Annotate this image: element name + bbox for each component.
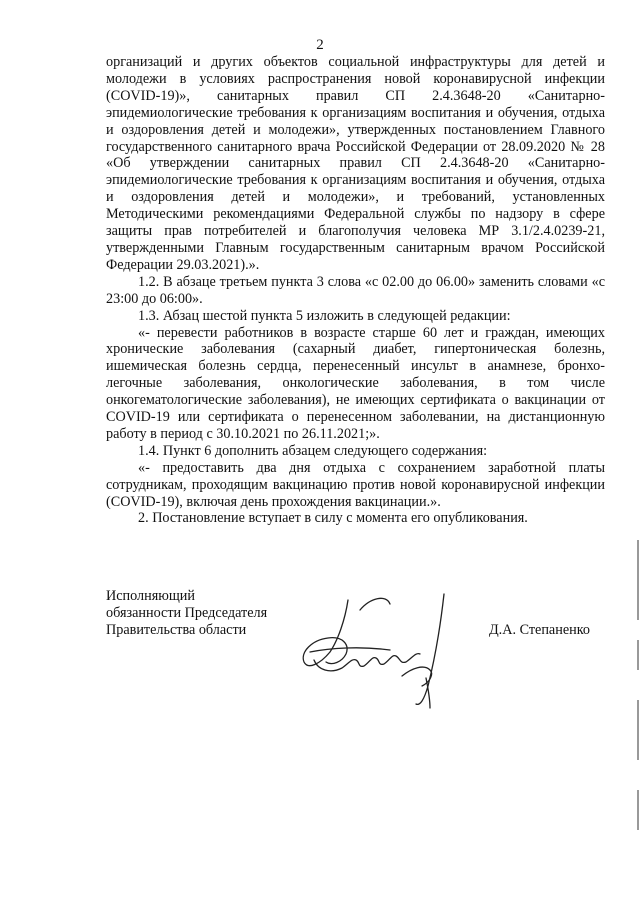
paragraph-continuation: организаций и других объектов социальной инфраструктуры для детей и молодежи в условиях распространения новой коронавирусной инфекции (COVID-19)», санитарных правил СП 2.4.3648-20 «Санитарно-эпидемиологические требования к организациям воспитания и обучения, отдыха и оздоровления детей и молодежи», утвержденных постановлением Главного государственного санитарного врача Российской Федерации от 28.09.2020 № 28 «Об утверждении санитарных правил СП 2.4.3648-20 «Санитарно-эпидемиологические требования к организациям воспитания и обучения, отдыха и оздоровления детей и молодежи», и требований, установленных Методическими рекомендациями Федеральной службы по надзору в сфере защиты прав потребителей и благополучия человека МР 3.1/2.4.0239-21, утвержденными Главным государственным санитарным врачом Российской Федерации 29.03.2021).». [106,54,605,273]
signer-position [106,588,267,639]
paragraph-1-4-text: «- предоставить два дня отдыха с сохранением заработной платы сотрудникам, проходящим вакцинацию против новой коронавирусной инфекции (COVID-19), включая день прохождения вакцинации.». [106,459,605,510]
signer-position-line: Правительства области [106,622,247,638]
scan-edge-artifact [636,0,640,905]
document-body [106,54,605,527]
handwritten-signature [290,590,460,710]
paragraph-2: 2. Постановление вступает в силу с момента его опубликования. [138,510,528,527]
signer-name: Д.А. Степаненко [489,622,590,638]
paragraph-1-4: 1.4. Пункт 6 дополнить абзацем следующего содержания: [138,442,488,459]
signer-position-line: Исполняющий [106,588,195,604]
paragraph-1-2: 1.2. В абзаце третьем пункта 3 слова «с 02.00 до 06.00» заменить словами «с 23:00 до 06:00». [106,273,605,307]
paragraph-1-3-text: «- перевести работников в возрасте старше 60 лет и граждан, имеющих хронические заболевания (сахарный диабет, гипертоническая болезнь, ишемическая болезнь сердца, перенесенный инсульт в анамнезе, бронхо-легочные заболевания, онкологические заболевания, в том числе онкогематологические заболевания), не имеющих сертификата о вакцинации от COVID-19 или сертификата о перенесенном заболевании, на дистанционную работу в период с 30.10.2021 по 26.11.2021;». [106,324,605,442]
paragraph-1-3: 1.3. Абзац шестой пункта 5 изложить в следующей редакции: [138,307,511,324]
signer-position-line: обязанности Председателя [106,605,268,621]
page-number: 2 [316,37,324,53]
